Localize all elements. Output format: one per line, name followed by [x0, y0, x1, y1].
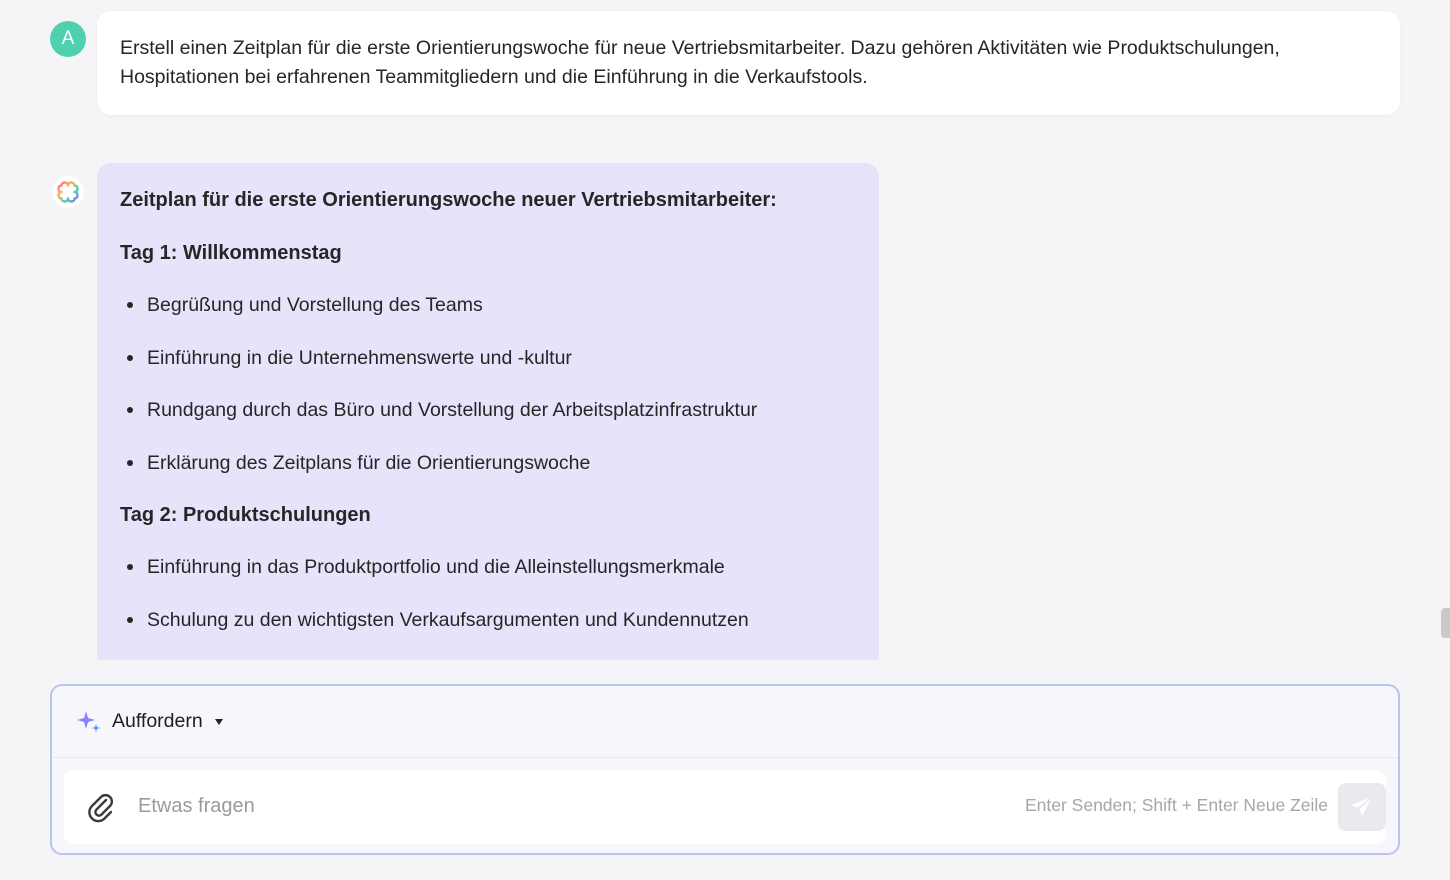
day-activity-list: [120, 552, 856, 635]
list-item-text: Schulung zu den wichtigsten Verkaufsargumenten und Kundennutzen: [147, 608, 749, 631]
list-item-text: Einführung in die Unternehmenswerte und -kultur: [147, 346, 572, 369]
input-row: [64, 770, 1386, 844]
list-item: [120, 290, 856, 320]
list-item: [120, 343, 856, 373]
assistant-message-title: Zeitplan für die erste Orientierungswoche neuer Vertriebsmitarbeiter:: [120, 189, 777, 211]
list-item: [120, 395, 856, 425]
assistant-message-bubble: [97, 163, 879, 660]
sparkle-icon: [76, 709, 102, 735]
list-item: [120, 605, 856, 635]
scrollbar-thumb[interactable]: [1441, 608, 1450, 638]
list-item: [120, 552, 856, 582]
assistant-logo-svg: [55, 179, 81, 205]
prompt-input[interactable]: [136, 788, 916, 824]
send-button[interactable]: [1338, 783, 1386, 831]
prompt-composer: [50, 684, 1400, 855]
bullet-icon: [127, 617, 133, 623]
day-heading: Tag 2: Produktschulungen: [120, 504, 371, 526]
caret-down-icon: [215, 719, 223, 725]
bullet-icon: [127, 460, 133, 466]
keyboard-hint: Enter Senden; Shift + Enter Neue Zeile: [1024, 795, 1328, 815]
bullet-icon: [127, 564, 133, 570]
list-item-text: Begrüßung und Vorstellung des Teams: [147, 294, 483, 316]
list-item-text: Einführung in das Produktportfolio und die Alleinstellungsmerkmale: [147, 556, 725, 578]
mode-selector-dropdown[interactable]: [76, 709, 223, 735]
day-heading: Tag 1: Willkommenstag: [120, 242, 342, 264]
list-item: [120, 448, 856, 478]
send-icon: [1349, 794, 1375, 820]
user-message-text: Erstell einen Zeitplan für die erste Orientierungswoche für neue Vertriebsmitarbeiter. Dazu gehören Aktivitäten wie Produktschulungen, Hospitationen bei erfahrenen Teammitgliedern und die Einführung in die Verkaufstools.: [120, 37, 1280, 88]
bullet-icon: [127, 407, 133, 413]
bullet-icon: [127, 355, 133, 361]
composer-toolbar: [52, 686, 1398, 758]
user-message-bubble: [97, 11, 1400, 115]
mode-label: Auffordern: [112, 710, 203, 732]
list-item-text: Rundgang durch das Büro und Vorstellung der Arbeitsplatzinfrastruktur: [147, 399, 758, 421]
list-item-text: Erklärung des Zeitplans für die Orientierungswoche: [147, 451, 591, 474]
user-avatar: [50, 21, 86, 57]
user-avatar-letter: A: [61, 28, 75, 49]
paperclip-icon[interactable]: [84, 790, 118, 824]
day-activity-list: [120, 290, 856, 478]
bullet-icon: [127, 302, 133, 308]
assistant-logo-icon: [52, 176, 84, 208]
